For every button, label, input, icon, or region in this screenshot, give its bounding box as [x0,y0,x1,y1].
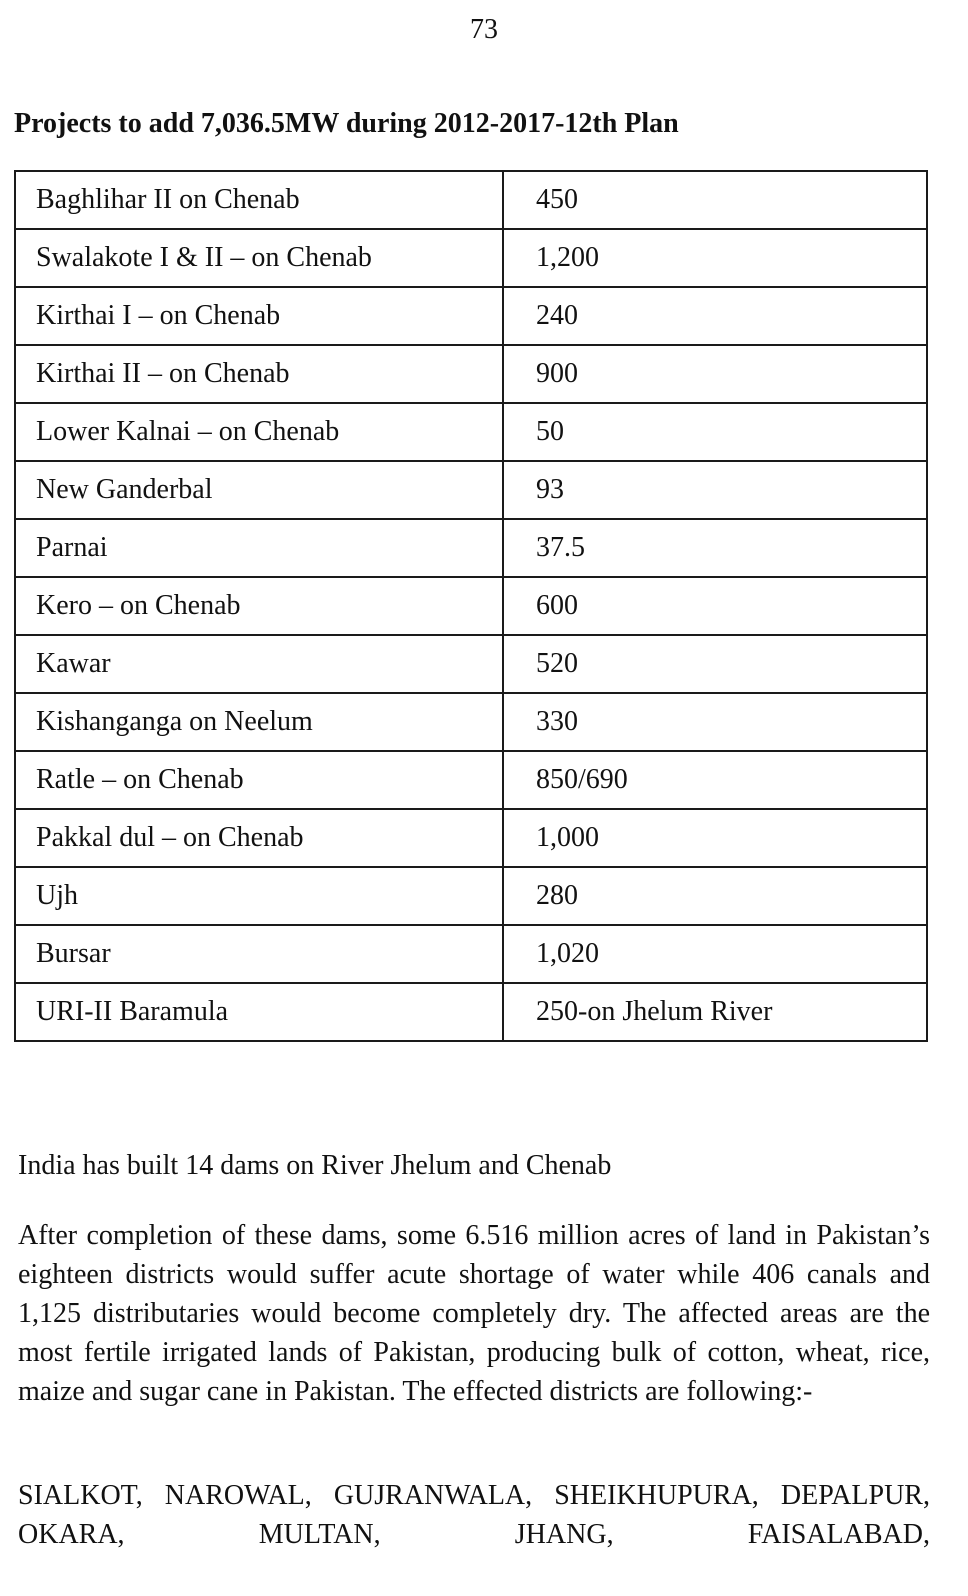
project-name-cell: Kirthai II – on Chenab [15,345,503,403]
project-name-cell: URI-II Baramula [15,983,503,1041]
project-capacity-cell: 250-on Jhelum River [503,983,927,1041]
project-name-cell: Swalakote I & II – on Chenab [15,229,503,287]
table-row [15,809,927,867]
dams-sentence: India has built 14 dams on River Jhelum and Chenab [18,1150,612,1181]
project-capacity-cell: 37.5 [503,519,927,577]
project-name-cell: Kero – on Chenab [15,577,503,635]
table-row [15,519,927,577]
project-capacity-cell: 900 [503,345,927,403]
page-number: 73 [470,14,498,45]
project-capacity-cell: 450 [503,171,927,229]
project-capacity-cell: 330 [503,693,927,751]
project-name-cell: Lower Kalnai – on Chenab [15,403,503,461]
table-row [15,171,927,229]
project-name-cell: Kawar [15,635,503,693]
project-name-cell: Parnai [15,519,503,577]
project-name-cell: New Ganderbal [15,461,503,519]
table-row [15,635,927,693]
districts-list: SIALKOT, NAROWAL, GUJRANWALA, SHEIKHUPURA, DEPALPUR, OKARA, MULTAN, JHANG, FAISALABAD, [18,1480,930,1550]
project-name-cell: Kirthai I – on Chenab [15,287,503,345]
impact-paragraph: After completion of these dams, some 6.516 million acres of land in Pakistan’s eighteen districts would suffer acute shortage of water while 406 canals and 1,125 distributaries would become completely dry. The affected areas are the most fertile irrigated lands of Pakistan, producing bulk of cotton, wheat, rice, maize and sugar cane in Pakistan. The effected districts are following:- [18,1220,930,1407]
table-row [15,229,927,287]
table-row [15,287,927,345]
project-name-cell: Ujh [15,867,503,925]
table-row [15,867,927,925]
project-capacity-cell: 1,020 [503,925,927,983]
project-name-cell: Pakkal dul – on Chenab [15,809,503,867]
project-capacity-cell: 240 [503,287,927,345]
project-capacity-cell: 850/690 [503,751,927,809]
table-row [15,925,927,983]
project-capacity-cell: 93 [503,461,927,519]
project-capacity-cell: 1,000 [503,809,927,867]
table-row [15,577,927,635]
table-heading: Projects to add 7,036.5MW during 2012-2017-12th Plan [14,108,679,139]
project-name-cell: Baghlihar II on Chenab [15,171,503,229]
table-row [15,693,927,751]
project-capacity-cell: 1,200 [503,229,927,287]
table-row [15,751,927,809]
table-row [15,983,927,1041]
projects-table [14,170,928,1042]
project-capacity-cell: 520 [503,635,927,693]
project-name-cell: Kishanganga on Neelum [15,693,503,751]
project-capacity-cell: 280 [503,867,927,925]
project-capacity-cell: 600 [503,577,927,635]
projects-table-body [15,171,927,1041]
project-name-cell: Bursar [15,925,503,983]
table-row [15,461,927,519]
table-row [15,345,927,403]
project-capacity-cell: 50 [503,403,927,461]
table-row [15,403,927,461]
project-name-cell: Ratle – on Chenab [15,751,503,809]
